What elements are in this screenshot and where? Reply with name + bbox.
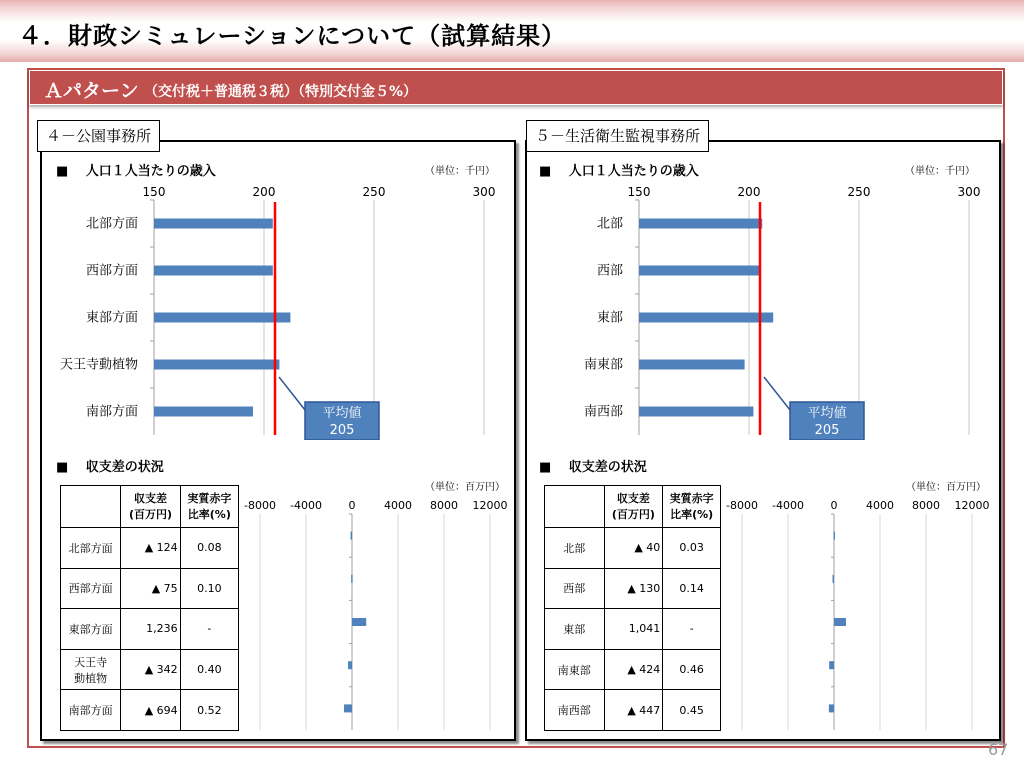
table-row xyxy=(545,568,721,609)
panel-label: ４－公園事務所 xyxy=(37,120,160,152)
category-label: 西部 xyxy=(596,263,623,279)
deficit-ratio: 0.10 xyxy=(180,568,238,609)
column-header: 実質赤字 比率(%) xyxy=(663,486,721,528)
deficit-ratio: 0.40 xyxy=(180,649,238,690)
table-row xyxy=(545,609,721,650)
category-label: 南西部 xyxy=(583,404,623,420)
category-label: 北部方面 xyxy=(85,216,138,232)
revenue-section-title: ■ 人口１人当たりの歳入 xyxy=(539,164,699,179)
average-value: 205 xyxy=(814,423,840,438)
x-tick-label: 8000 xyxy=(430,499,458,512)
deficit-ratio: 0.52 xyxy=(180,690,238,731)
page-number: 67 xyxy=(988,740,1009,759)
x-tick-label: 4000 xyxy=(384,499,412,512)
x-tick-label: 4000 xyxy=(866,499,894,512)
category-label: 南部方面 xyxy=(85,404,138,420)
table-row xyxy=(61,690,239,731)
balance-chart xyxy=(238,492,513,732)
x-tick-label: 250 xyxy=(362,185,386,199)
average-label: 平均値 xyxy=(322,406,362,421)
balance-value: ▲ 342 xyxy=(121,649,180,690)
bar xyxy=(829,704,834,712)
x-tick-label: -4000 xyxy=(290,499,322,512)
deficit-ratio: 0.46 xyxy=(663,649,721,690)
bar xyxy=(351,575,353,583)
balance-section-title: ■ 収支差の状況 xyxy=(56,460,164,475)
x-tick-label: 12000 xyxy=(954,499,990,512)
balance-value: ▲ 124 xyxy=(121,528,180,569)
bar xyxy=(639,407,753,417)
bar xyxy=(829,661,834,669)
x-tick-label: 8000 xyxy=(912,499,940,512)
bar xyxy=(154,266,273,276)
x-tick-label: 0 xyxy=(830,499,838,512)
revenue-unit: （単位：千円） xyxy=(425,166,495,177)
revenue-unit: （単位：千円） xyxy=(905,166,975,177)
balance-unit: （単位：百万円） xyxy=(906,482,986,493)
balance-value: ▲ 40 xyxy=(604,528,663,569)
deficit-ratio: 0.14 xyxy=(663,568,721,609)
bar xyxy=(154,313,290,323)
bar xyxy=(352,618,366,626)
callout-leader xyxy=(279,377,305,410)
table-row xyxy=(61,649,239,690)
bar xyxy=(834,532,836,540)
balance-value: ▲ 424 xyxy=(604,649,663,690)
bar xyxy=(348,661,352,669)
panel-label: ５－生活衛生監視事務所 xyxy=(526,120,709,152)
bar xyxy=(639,360,745,370)
category-label: 西部方面 xyxy=(85,263,138,279)
deficit-ratio: - xyxy=(180,609,238,650)
deficit-ratio: 0.03 xyxy=(663,528,721,569)
row-name: 南東部 xyxy=(545,649,605,690)
x-tick-label: 300 xyxy=(472,185,496,199)
row-name: 南部方面 xyxy=(61,690,121,731)
balance-table xyxy=(544,485,721,731)
category-label: 東部 xyxy=(596,310,623,326)
category-label: 南東部 xyxy=(583,357,623,373)
x-tick-label: 0 xyxy=(348,499,356,512)
x-tick-label: 150 xyxy=(627,185,651,199)
x-tick-label: -8000 xyxy=(726,499,758,512)
average-value: 205 xyxy=(329,423,355,438)
table-row xyxy=(61,568,239,609)
revenue-chart xyxy=(40,180,510,440)
row-name: 西部 xyxy=(545,568,605,609)
category-label: 天王寺動植物 xyxy=(59,357,138,373)
row-name: 西部方面 xyxy=(61,568,121,609)
balance-value: 1,041 xyxy=(604,609,663,650)
revenue-section-title: ■ 人口１人当たりの歳入 xyxy=(56,164,216,179)
deficit-ratio: - xyxy=(663,609,721,650)
column-header xyxy=(545,486,605,528)
banner-title: Ａパターン xyxy=(44,80,139,102)
row-name: 南西部 xyxy=(545,690,605,731)
balance-value: ▲ 447 xyxy=(604,690,663,731)
bar xyxy=(344,704,352,712)
callout-leader xyxy=(764,377,790,410)
column-header: 収支差 (百万円) xyxy=(604,486,663,528)
table-header-row xyxy=(545,486,721,528)
page-title: ４．財政シミュレーションについて（試算結果） xyxy=(18,22,567,50)
balance-value: ▲ 75 xyxy=(121,568,180,609)
deficit-ratio: 0.08 xyxy=(180,528,238,569)
bar xyxy=(639,313,773,323)
average-label: 平均値 xyxy=(807,406,847,421)
deficit-ratio: 0.45 xyxy=(663,690,721,731)
x-tick-label: 150 xyxy=(142,185,166,199)
bar xyxy=(639,266,760,276)
bar xyxy=(351,532,353,540)
bar xyxy=(833,575,835,583)
revenue-chart xyxy=(525,180,995,440)
bar xyxy=(834,618,846,626)
table-header-row xyxy=(61,486,239,528)
banner-subtitle: （交付税＋普通税３税）（特別交付金５%） xyxy=(144,84,418,100)
table-row xyxy=(61,528,239,569)
x-tick-label: -8000 xyxy=(244,499,276,512)
x-tick-label: -4000 xyxy=(772,499,804,512)
balance-value: 1,236 xyxy=(121,609,180,650)
balance-chart xyxy=(720,492,995,732)
balance-unit: （単位：百万円） xyxy=(425,482,505,493)
balance-table xyxy=(60,485,239,731)
balance-section-title: ■ 収支差の状況 xyxy=(539,460,647,475)
table-row xyxy=(545,528,721,569)
row-name: 東部 xyxy=(545,609,605,650)
x-tick-label: 12000 xyxy=(472,499,508,512)
row-name: 東部方面 xyxy=(61,609,121,650)
bar xyxy=(639,219,762,229)
bar xyxy=(154,360,279,370)
category-label: 東部方面 xyxy=(85,310,138,326)
x-tick-label: 200 xyxy=(252,185,276,199)
row-name: 北部方面 xyxy=(61,528,121,569)
pattern-banner xyxy=(29,70,1003,105)
category-label: 北部 xyxy=(596,216,623,232)
table-row xyxy=(61,609,239,650)
x-tick-label: 200 xyxy=(737,185,761,199)
column-header: 実質赤字 比率(%) xyxy=(180,486,238,528)
row-name: 北部 xyxy=(545,528,605,569)
column-header xyxy=(61,486,121,528)
balance-value: ▲ 694 xyxy=(121,690,180,731)
table-row xyxy=(545,649,721,690)
x-tick-label: 300 xyxy=(957,185,981,199)
table-row xyxy=(545,690,721,731)
x-tick-label: 250 xyxy=(847,185,871,199)
column-header: 収支差 (百万円) xyxy=(121,486,180,528)
balance-value: ▲ 130 xyxy=(604,568,663,609)
row-name: 天王寺 動植物 xyxy=(61,649,121,690)
bar xyxy=(154,219,273,229)
bar xyxy=(154,407,253,417)
